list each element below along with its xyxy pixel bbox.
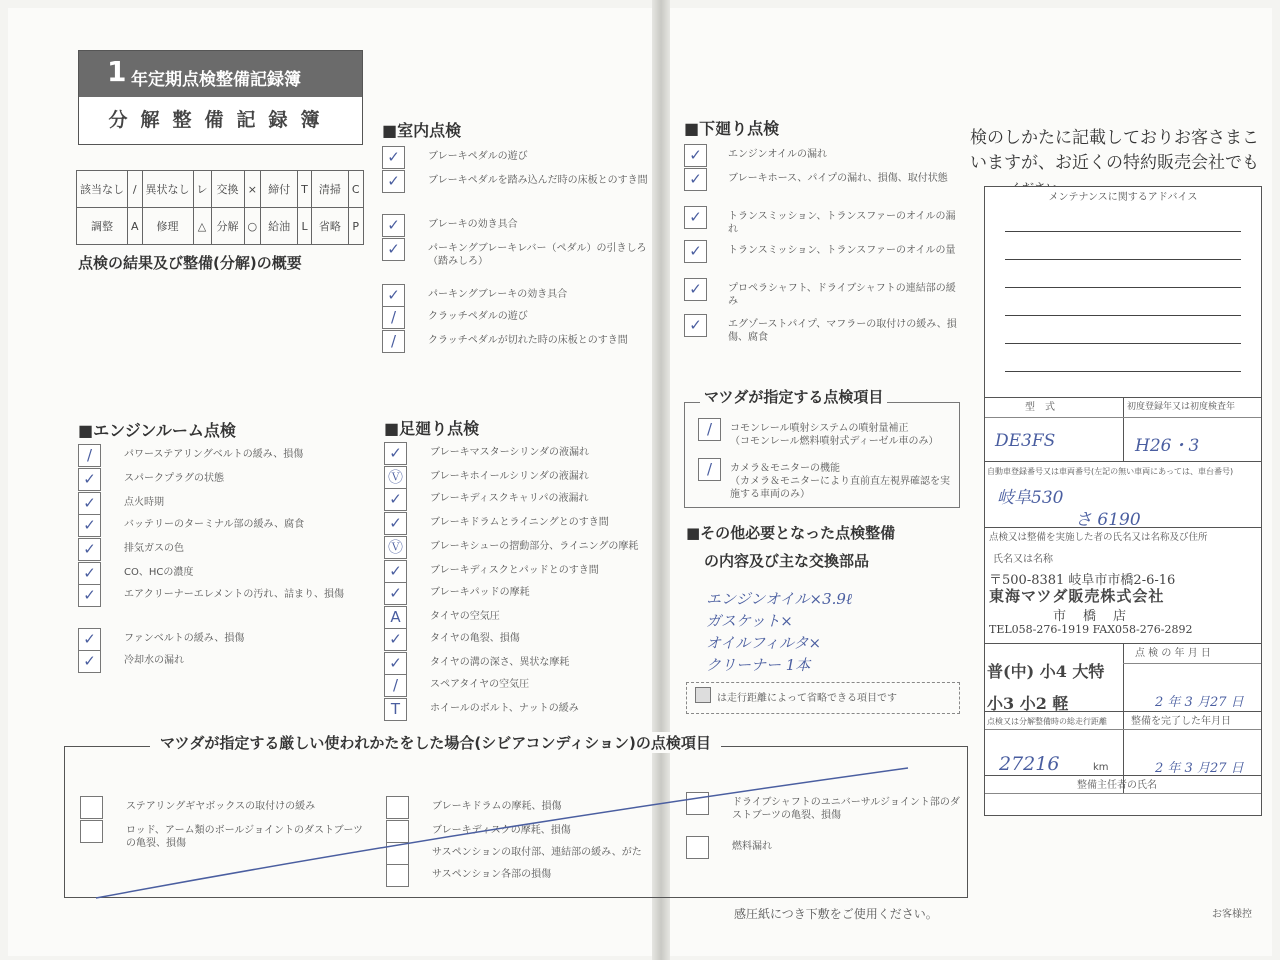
- divider: [985, 417, 1261, 418]
- checkbox[interactable]: ✓: [384, 488, 407, 511]
- check-item-label: プロペラシャフト、ドライブシャフトの連結部の緩み: [728, 283, 956, 307]
- maint-panel: [984, 186, 1262, 816]
- right-top-line-1: 検のしかたに記載しておりお客さまこ: [970, 128, 1259, 148]
- check-item-label: タイヤの亀裂、損傷: [430, 633, 520, 644]
- check-item-label: パワーステアリングベルトの緩み、損傷: [124, 449, 304, 460]
- done-value: 2 年 3 月27 日: [1155, 761, 1244, 776]
- stamp-company: 東海マツダ販売株式会社: [989, 587, 1165, 605]
- suspension-heading: ■足廻り点検: [384, 419, 480, 438]
- checkbox[interactable]: ✓: [78, 584, 101, 607]
- divider: [985, 793, 1261, 794]
- check-item-label: パーキングブレーキレバー（ペダル）の引きしろ（踏みしろ）: [428, 243, 647, 267]
- other-heading-1: ■その他必要となった点検整備: [686, 524, 896, 542]
- check-item-label: ブレーキディスクとパッドとのすき間: [430, 565, 599, 576]
- check-item-label: ブレーキパッドの摩耗: [430, 587, 530, 598]
- check-item-label: ブレーキシューの摺動部分、ライニングの摩耗: [430, 541, 639, 552]
- legend-cell: 異状なし: [142, 171, 193, 208]
- checkbox[interactable]: ✓: [384, 512, 407, 535]
- replacement-entry: クリーナー 1本: [706, 656, 811, 674]
- checkbox[interactable]: ✓: [382, 284, 405, 307]
- checkbox[interactable]: ✓: [684, 278, 707, 301]
- checkbox[interactable]: ✓: [382, 238, 405, 261]
- engine-heading: ■エンジンルーム点検: [78, 421, 236, 440]
- check-item-label: コモンレール噴射システムの噴射量補正 （コモンレール燃料噴射式ディーゼル車のみ）: [730, 423, 939, 447]
- check-item-label: スペアタイヤの空気圧: [430, 679, 530, 690]
- odometer-value: 27216: [999, 753, 1060, 775]
- right-top-line-2: いますが、お近くの特約販売会社でも: [970, 153, 1259, 173]
- divider: [1123, 643, 1124, 793]
- name-label: 氏名又は名称: [993, 554, 1053, 565]
- checkbox[interactable]: ✓: [78, 562, 101, 585]
- class-line-2: 小3 小2 軽: [987, 694, 1069, 713]
- interior-heading: ■室内点検: [382, 121, 462, 140]
- first-reg-value: H26・3: [1135, 436, 1200, 456]
- check-item-label: 点火時期: [124, 497, 164, 508]
- checkbox[interactable]: ✓: [382, 170, 405, 193]
- checkbox[interactable]: /: [698, 458, 721, 481]
- advice-ruled-line: [1005, 343, 1241, 344]
- title-sub: 分解整備記録簿: [108, 109, 333, 131]
- severe-item-label: ステアリングギヤボックスの取付けの緩み: [126, 801, 316, 812]
- checkbox[interactable]: ✓: [78, 628, 101, 651]
- checkbox[interactable]: ✓: [78, 650, 101, 673]
- legend-cell: /: [128, 171, 143, 208]
- legend-cell: P: [348, 208, 363, 245]
- check-item-label: ブレーキホイールシリンダの液漏れ: [430, 471, 589, 482]
- other-heading-2: の内容及び主な交換部品: [704, 552, 870, 570]
- legend-cell: 締付: [261, 171, 298, 208]
- mazda-items-heading: マツダが指定する点検項目: [700, 386, 887, 407]
- inspector-label: 点検又は整備を実施した者の氏名又は名称及び住所: [989, 532, 1208, 543]
- legend-cell: レ: [193, 171, 211, 208]
- check-item-label: ホイールのボルト、ナットの緩み: [430, 703, 579, 714]
- checkbox[interactable]: A: [384, 606, 407, 629]
- severe-item-label: サスペンションの取付部、連結部の緩み、がた: [432, 847, 642, 858]
- replacement-entry: エンジンオイル×3.9ℓ: [706, 590, 853, 608]
- checkbox[interactable]: ✓: [78, 538, 101, 561]
- legend-cell: L: [298, 208, 312, 245]
- legend-cell: C: [348, 171, 363, 208]
- legend-cell: 分解: [211, 208, 244, 245]
- check-item-label: スパークプラグの状態: [124, 473, 224, 484]
- checkbox[interactable]: ✓: [382, 214, 405, 237]
- stamp-tel: TEL058-276-1919 FAX058-276-2892: [989, 623, 1193, 636]
- divider: [985, 461, 1261, 462]
- legend-cell: ×: [244, 171, 261, 208]
- severe-item-label: ブレーキドラムの摩耗、損傷: [432, 801, 562, 812]
- footer-left: 感圧紙につき下敷をご使用ください。: [734, 907, 938, 921]
- checkbox[interactable]: ✓: [78, 468, 101, 491]
- checkbox[interactable]: /: [698, 418, 721, 441]
- check-item-label: ブレーキペダルを踏み込んだ時の床板とのすき間: [428, 175, 648, 186]
- reg-label: 自動車登録番号又は車両番号(左記の無い車両にあっては、車台番号): [987, 467, 1234, 476]
- date-value: 2 年 3 月27 日: [1155, 695, 1244, 710]
- advice-ruled-line: [1005, 315, 1241, 316]
- legend-cell: 省略: [311, 208, 348, 245]
- check-item-label: 冷却水の漏れ: [124, 655, 184, 666]
- divider: [985, 775, 1261, 776]
- footer-right: お客様控: [1212, 909, 1252, 920]
- severe-item-label: ロッド、アーム類のボールジョイントのダストブーツの亀裂、損傷: [126, 825, 363, 849]
- checkbox[interactable]: ✓: [684, 314, 707, 337]
- checkbox[interactable]: ✓: [382, 146, 405, 169]
- checkbox[interactable]: /: [384, 674, 407, 697]
- legend-cell: 清掃: [311, 171, 348, 208]
- replacement-entry: ガスケット×: [706, 612, 793, 630]
- checkbox[interactable]: Ⓥ: [384, 536, 407, 559]
- checkbox[interactable]: ✓: [384, 652, 407, 675]
- legend-cell: 修理: [142, 208, 193, 245]
- model-label: 型 式: [1025, 402, 1055, 413]
- divider: [985, 711, 1261, 712]
- legend-cell: △: [193, 208, 211, 245]
- stamp-branch: 市 橋 店: [1053, 609, 1129, 624]
- reg-value-2: さ 6190: [1075, 510, 1141, 530]
- check-item-label: カメラ＆モニターの機能 （カメラ＆モニターにより直前直左視界確認を実施する車両のみ）: [730, 463, 950, 500]
- title-main: 年定期点検整備記録簿: [131, 70, 301, 90]
- check-item-label: タイヤの空気圧: [430, 611, 500, 622]
- checkbox[interactable]: /: [382, 306, 405, 329]
- legend-cell: 給油: [261, 208, 298, 245]
- model-value: DE3FS: [995, 431, 1056, 451]
- severe-item-label: 燃料漏れ: [732, 841, 772, 852]
- check-item-label: エンジンオイルの漏れ: [728, 149, 827, 160]
- advice-ruled-line: [1005, 231, 1241, 232]
- check-item-label: ファンベルトの緩み、損傷: [124, 633, 245, 644]
- checkbox[interactable]: ✓: [384, 628, 407, 651]
- checkbox[interactable]: ✓: [78, 492, 101, 515]
- under-heading: ■下廻り点検: [684, 119, 780, 138]
- advice-title: メンテナンスに関するアドバイス: [1048, 192, 1198, 203]
- checkbox[interactable]: ✓: [78, 514, 101, 537]
- check-item-label: クラッチペダルの遊び: [428, 311, 528, 322]
- check-item-label: ブレーキの効き具合: [428, 219, 518, 230]
- checkbox[interactable]: Ⓥ: [384, 466, 407, 489]
- checkbox[interactable]: ✓: [684, 240, 707, 263]
- date-label: 点 検 の 年 月 日: [1135, 648, 1211, 659]
- check-item-label: バッテリーのターミナル部の緩み、腐食: [124, 519, 305, 530]
- checkbox[interactable]: ✓: [384, 582, 407, 605]
- legend-cell: A: [128, 208, 143, 245]
- legend-cell: T: [298, 171, 312, 208]
- legend-cell: 調整: [77, 208, 128, 245]
- check-item-label: ブレーキディスクキャリパの液漏れ: [430, 493, 589, 504]
- advice-ruled-line: [1005, 287, 1241, 288]
- check-item-label: パーキングブレーキの効き具合: [428, 289, 568, 300]
- legend-cell: ○: [244, 208, 261, 245]
- legend-cell: 交換: [211, 171, 244, 208]
- check-item-label: ブレーキドラムとライニングとのすき間: [430, 517, 609, 528]
- check-item-label: ブレーキペダルの遊び: [428, 151, 528, 162]
- checkbox[interactable]: /: [78, 444, 101, 467]
- other-note: は走行距離によって省略できる項目です: [717, 693, 897, 704]
- check-item-label: トランスミッション、トランスファーのオイルの漏れ: [728, 211, 956, 235]
- check-item-label: CO、HCの濃度: [124, 567, 194, 578]
- divider: [985, 527, 1261, 528]
- checkbox[interactable]: ✓: [684, 168, 707, 191]
- odometer-label: 点検又は分解整備時の総走行距離: [987, 717, 1107, 726]
- checkbox[interactable]: /: [382, 330, 405, 353]
- advice-ruled-line: [1005, 371, 1241, 372]
- checkbox[interactable]: ✓: [384, 560, 407, 583]
- title-number: 1: [107, 55, 127, 88]
- checkbox[interactable]: ✓: [684, 144, 707, 167]
- replacement-entry: オイルフィルタ×: [706, 634, 822, 652]
- divider: [1123, 397, 1124, 461]
- reg-value-1: 岐阜530: [997, 488, 1064, 508]
- severe-item-label: ブレーキディスクの摩耗、損傷: [432, 825, 571, 836]
- check-item-label: トランスミッション、トランスファーのオイルの量: [728, 245, 956, 256]
- stamp-address: 〒500-8381 岐阜市市橋2-6-16: [989, 573, 1176, 588]
- odometer-unit: km: [1093, 762, 1109, 773]
- check-item-label: エグゾーストパイプ、マフラーの取付けの緩み、損傷、腐食: [728, 319, 957, 343]
- check-item-label: タイヤの溝の深さ、異状な摩耗: [430, 657, 570, 668]
- advice-ruled-line: [1005, 259, 1241, 260]
- severe-item-label: サスペンション各部の損傷: [432, 869, 552, 880]
- legend-cell: 該当なし: [77, 171, 128, 208]
- check-item-label: クラッチペダルが切れた時の床板とのすき間: [428, 335, 628, 346]
- divider: [985, 729, 1261, 730]
- severe-item-label: ドライブシャフトのユニバーサルジョイント部のダストブーツの亀裂、損傷: [732, 797, 960, 821]
- chief-label: 整備主任者の氏名: [1077, 780, 1157, 791]
- check-item-label: エアクリーナーエレメントの汚れ、詰まり、損傷: [124, 589, 344, 600]
- check-item-label: 排気ガスの色: [124, 543, 184, 554]
- checkbox[interactable]: ✓: [684, 206, 707, 229]
- check-item-label: ブレーキホース、パイプの漏れ、損傷、取付状態: [728, 173, 948, 184]
- check-item-label: ブレーキマスターシリンダの液漏れ: [430, 447, 589, 458]
- summary-heading: 点検の結果及び整備(分解)の概要: [78, 254, 302, 272]
- checkbox[interactable]: T: [384, 698, 407, 721]
- checkbox[interactable]: ✓: [384, 442, 407, 465]
- class-line-1: 普(中) 小4 大特: [987, 662, 1105, 681]
- pen-stroke: [96, 768, 908, 898]
- severe-heading: マツダが指定する厳しい使われかたをした場合(シビアコンディション)の点検項目: [150, 732, 721, 753]
- first-reg-label: 初度登録年又は初度検査年: [1127, 402, 1236, 412]
- done-label: 整備を完了した年月日: [1131, 716, 1231, 727]
- divider: [1123, 663, 1261, 664]
